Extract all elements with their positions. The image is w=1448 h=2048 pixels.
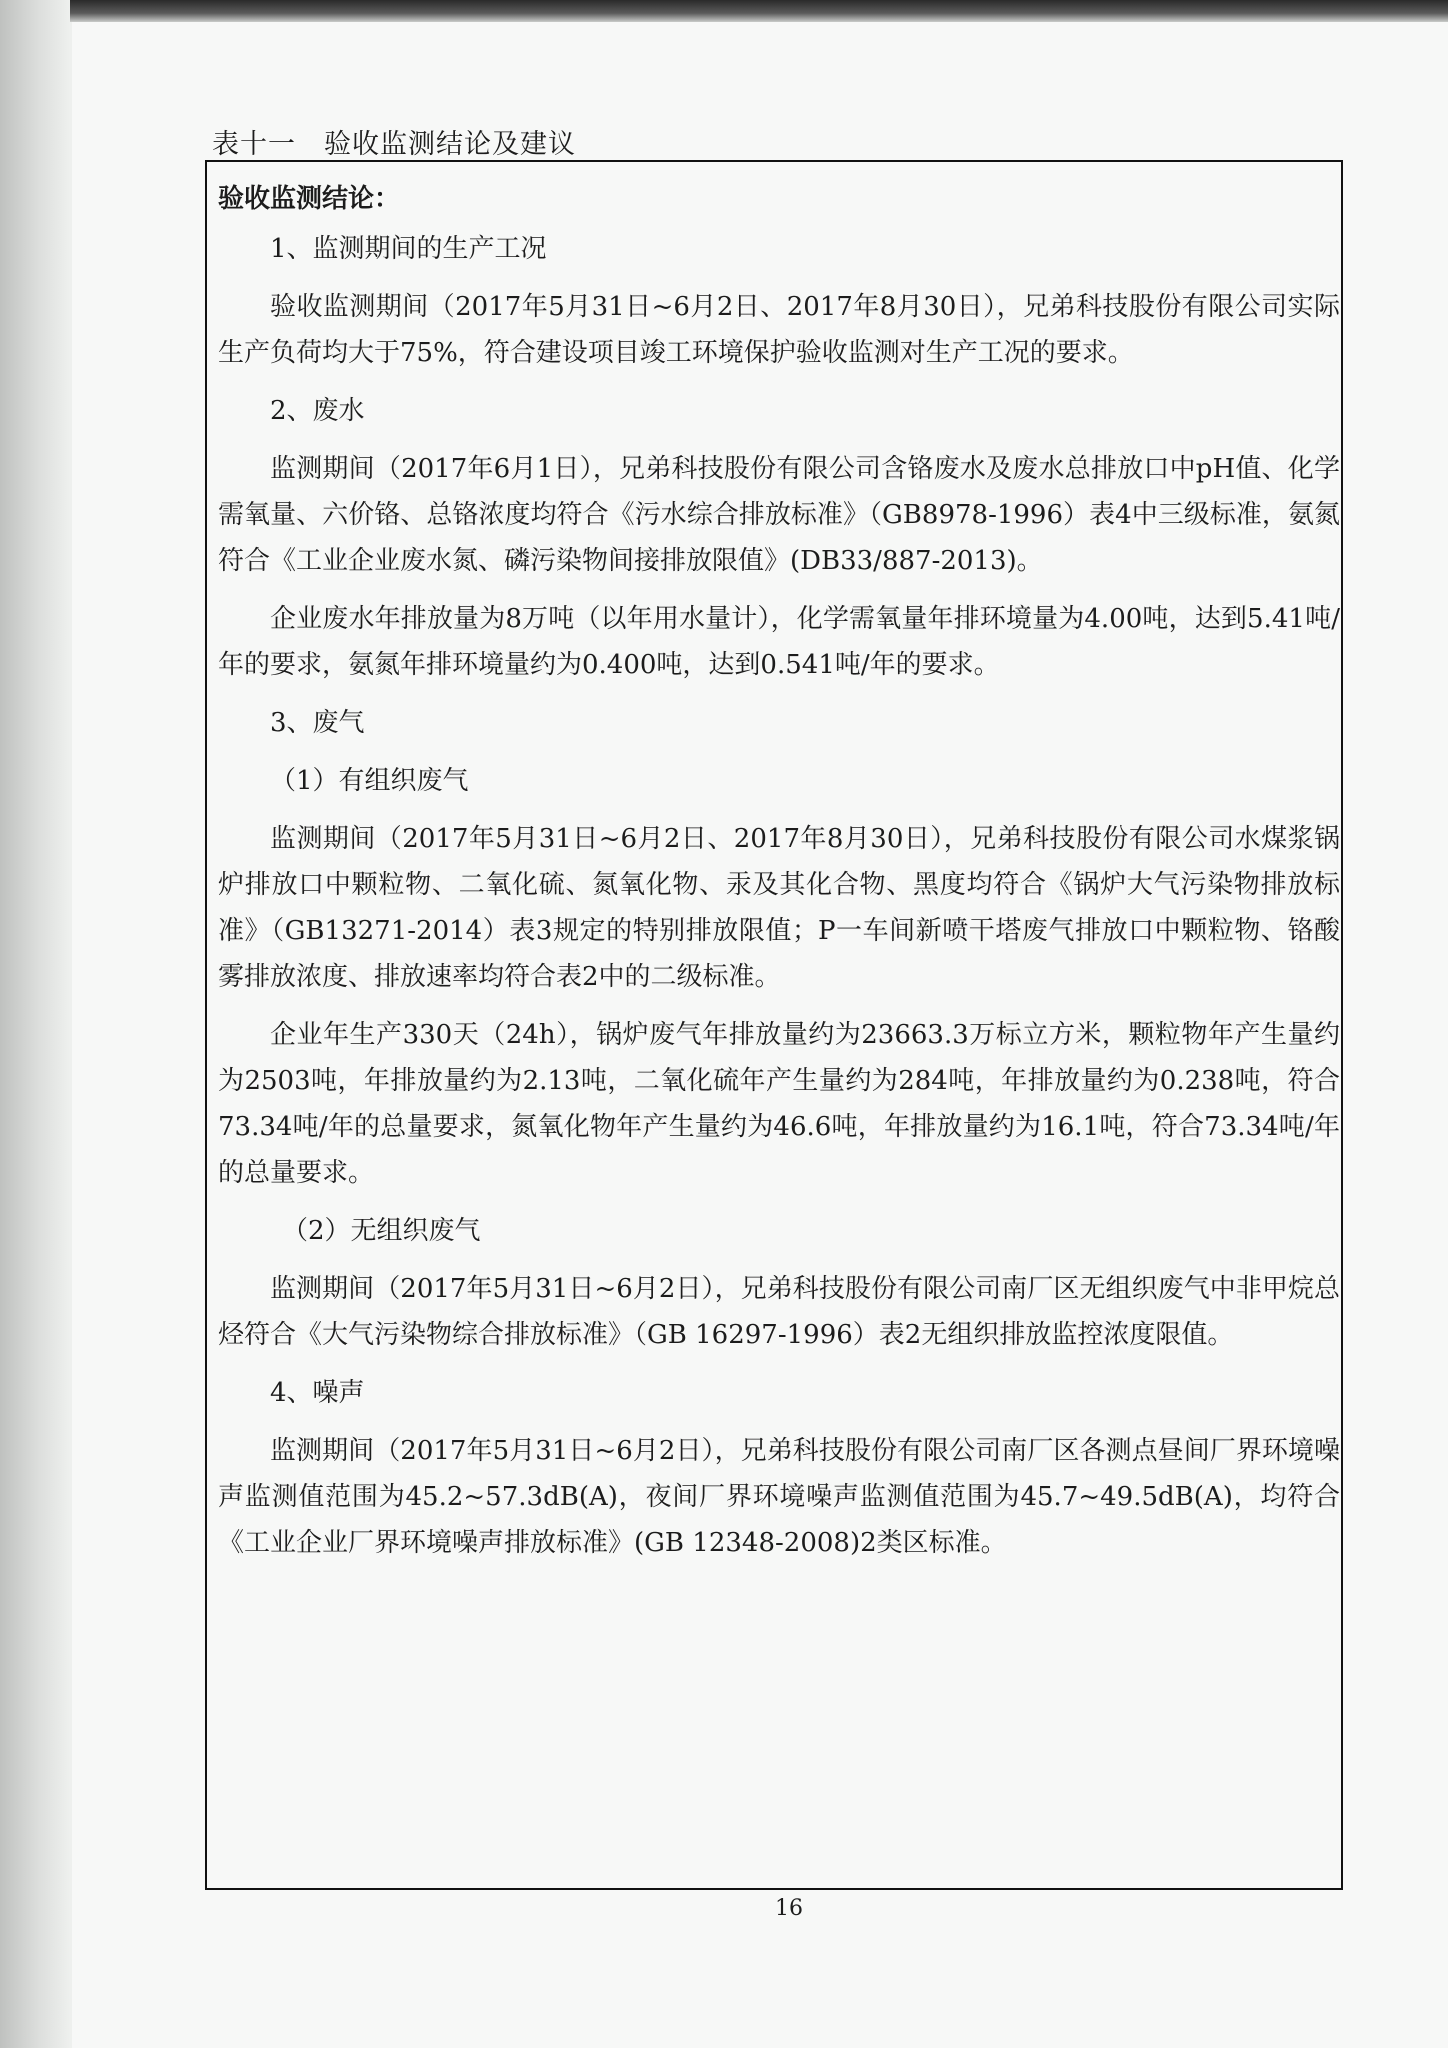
page-number: 16 [775, 1896, 803, 1921]
noise-paragraph: 监测期间（2017年5月31日~6月2日），兄弟科技股份有限公司南厂区各测点昼间厂界环境噪声监测值范围为45.2~57.3dB(A)，夜间厂界环境噪声监测值范围为45.7~49.5dB(A)，均符合《工业企业厂界环境噪声排放标准》(GB 12348-2008)2类区标准。 [218, 1436, 1340, 1558]
conclusion-heading: 验收监测结论： [218, 184, 401, 214]
binding-spine-shadow [0, 0, 70, 2048]
section-title-waste-gas: 3、废气 [270, 708, 365, 738]
scan-top-shadow [0, 0, 1448, 22]
subsection-fugitive-gas: （2）无组织废气 [282, 1216, 481, 1246]
section-title-wastewater: 2、废水 [270, 396, 365, 426]
subsection-organized-gas: （1）有组织废气 [270, 766, 469, 796]
production-paragraph: 验收监测期间（2017年5月31日~6月2日、2017年8月30日），兄弟科技股份有限公司实际生产负荷均大于75%，符合建设项目竣工环境保护验收监测对生产工况的要求。 [218, 292, 1340, 368]
organized-gas-paragraph-2: 企业年生产330天（24h），锅炉废气年排放量约为23663.3万标立方米，颗粒物年产生量约为2503吨，年排放量约为2.13吨，二氧化硫年产生量约为284吨，年排放量约为0.238吨，符合73.34吨/年的总量要求，氮氧化物年产生量约为46.6吨，年排放量约为16.1吨，符合73.34吨/年的总量要求。 [218, 1020, 1340, 1188]
section-title-production: 1、监测期间的生产工况 [270, 234, 547, 264]
organized-gas-paragraph-1: 监测期间（2017年5月31日~6月2日、2017年8月30日），兄弟科技股份有限公司水煤浆锅炉排放口中颗粒物、二氧化硫、氮氧化物、汞及其化合物、黑度均符合《锅炉大气污染物排放标准》（GB13271-2014）表3规定的特别排放限值；P一车间新喷干塔废气排放口中颗粒物、铬酸雾排放浓度、排放速率均符合表2中的二级标准。 [218, 824, 1340, 992]
wastewater-paragraph-2: 企业废水年排放量为8万吨（以年用水量计），化学需氧量年排环境量为4.00吨，达到5.41吨/年的要求，氨氮年排环境量约为0.400吨，达到0.541吨/年的要求。 [218, 604, 1340, 680]
conclusion-content [218, 176, 1340, 1578]
wastewater-paragraph-1: 监测期间（2017年6月1日），兄弟科技股份有限公司含铬废水及废水总排放口中pH值、化学需氧量、六价铬、总铬浓度均符合《污水综合排放标准》（GB8978-1996）表4中三级标准，氨氮符合《工业企业废水氮、磷污染物间接排放限值》(DB33/887-2013)。 [218, 454, 1340, 576]
fugitive-gas-paragraph: 监测期间（2017年5月31日~6月2日），兄弟科技股份有限公司南厂区无组织废气中非甲烷总烃符合《大气污染物综合排放标准》（GB 16297-1996）表2无组织排放监控浓度限值。 [218, 1274, 1340, 1350]
table-caption: 表十一 验收监测结论及建议 [212, 129, 576, 160]
section-title-noise: 4、噪声 [270, 1378, 365, 1408]
